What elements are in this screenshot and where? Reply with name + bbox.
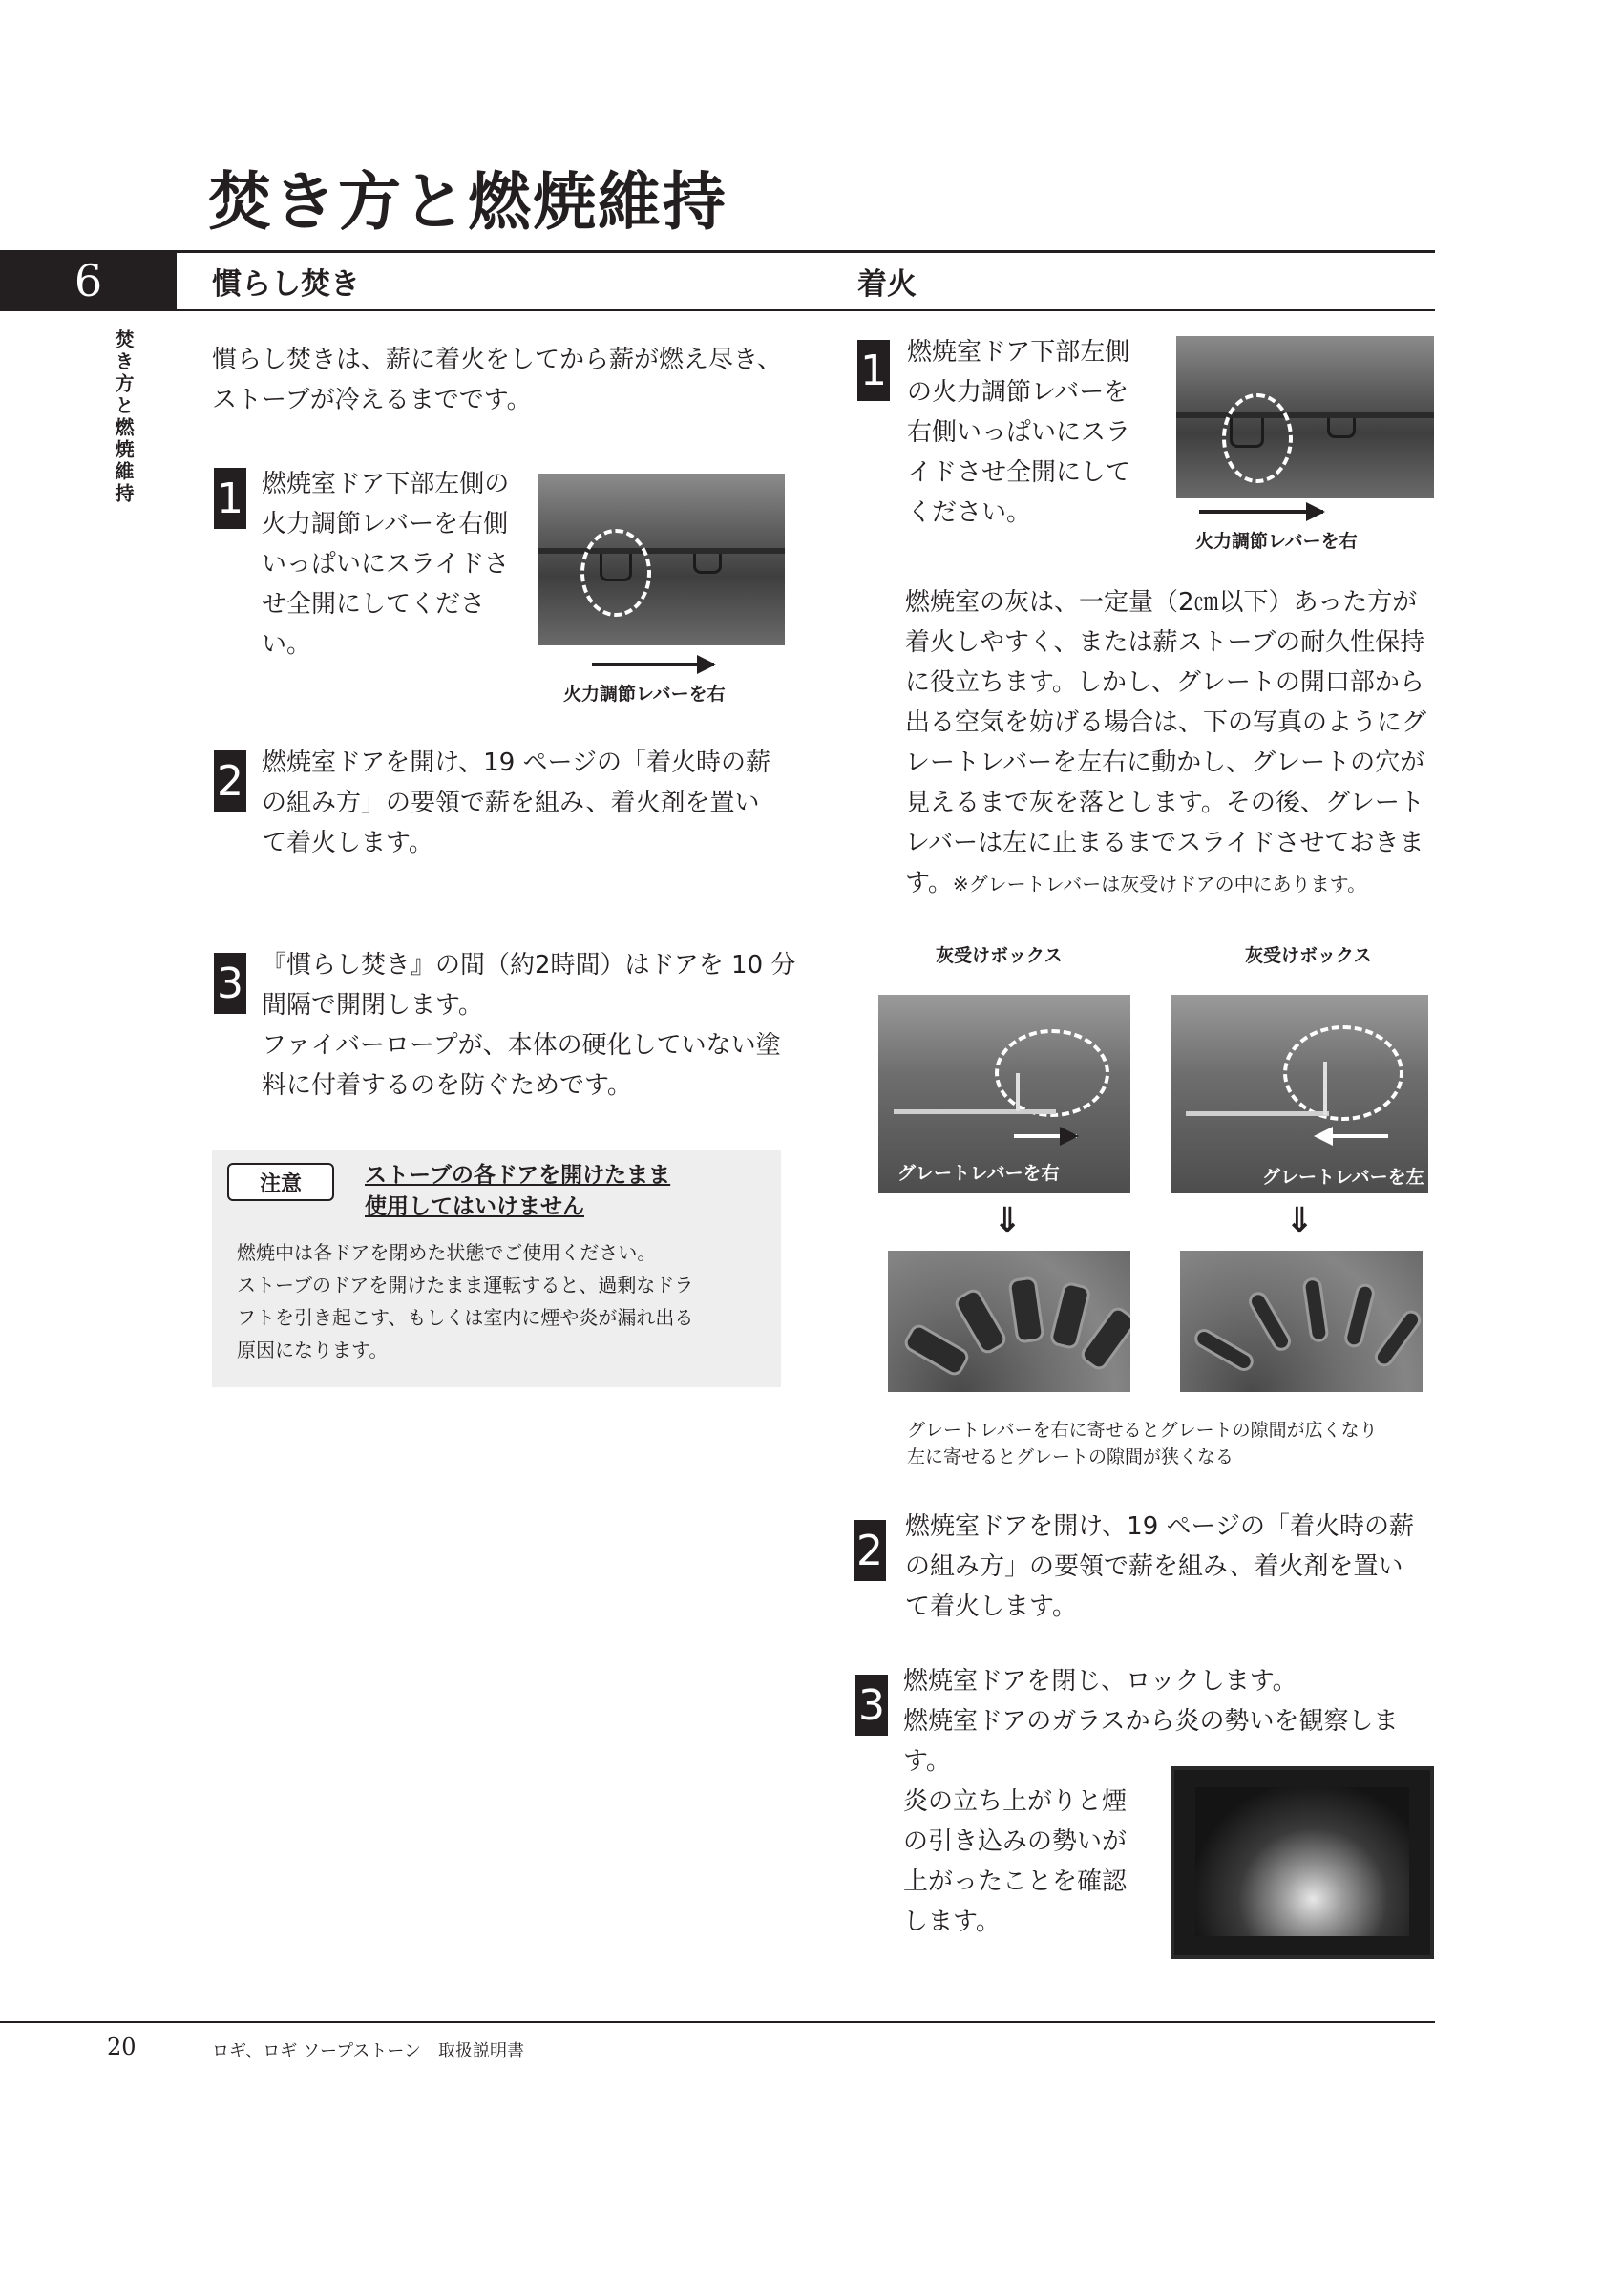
text-line: 燃焼室ドアを開け、19 ページの「着火時の薪 (262, 749, 771, 777)
text-line: て着火します。 (262, 829, 433, 857)
header-rule (0, 250, 1435, 253)
right-step2-text (905, 1507, 1440, 1627)
left-step1-text (262, 464, 529, 664)
text-line: 燃焼室ドアを閉じ、ロックします。 (903, 1667, 1297, 1696)
intro-line: 慣らし焚きは、薪に着火をしてから薪が燃え尽き、 (212, 346, 782, 374)
text-line: 燃焼室ドアのガラスから炎の勢いを観察します。 (903, 1707, 1399, 1776)
lever-shape (693, 554, 722, 574)
text-line: 右側いっぱいにスラ (907, 418, 1131, 447)
down-arrow-icon: ⇓ (1285, 1201, 1315, 1240)
text-line: 見えるまで灰を落とします。その後、グレート (905, 789, 1424, 817)
lever-photo (1176, 336, 1434, 498)
ash-paragraph (905, 582, 1440, 904)
caution-heading-line: 使用してはいけません (365, 1194, 584, 1219)
text-line: 火力調節レバーを右側 (262, 510, 509, 538)
step-number: 3 (214, 953, 246, 1014)
highlight-circle (1283, 1025, 1403, 1121)
text-line: レートレバーを左右に動かし、グレートの穴が (905, 749, 1425, 777)
lever-photo (538, 474, 785, 645)
page-title: 焚き方と燃焼維持 (208, 164, 728, 239)
photo-caption: 火力調節レバーを右 (563, 684, 726, 705)
caption-line: グレートレバーを右に寄せるとグレートの隙間が広くなり (907, 1420, 1378, 1441)
ash-box-photo-right (878, 995, 1130, 1193)
grate-photo-wide (888, 1251, 1130, 1392)
lever-label: グレートレバーを左 (1262, 1167, 1424, 1188)
text-line: の組み方」の要領で薪を組み、着火剤を置い (262, 789, 760, 817)
caution-heading (365, 1160, 670, 1223)
right-arrow-icon (1199, 510, 1323, 514)
caption-line: 左に寄せるとグレートの隙間が狭くなる (907, 1446, 1234, 1467)
highlight-circle (1222, 393, 1293, 483)
left-step2-text (262, 743, 796, 863)
text-line: せ全開にしてください。 (262, 590, 486, 659)
lever-rod (1186, 1111, 1329, 1116)
chapter-number: 6 (0, 250, 177, 311)
right-arrow-icon (1014, 1134, 1077, 1138)
text-line: ファイバーロープが、本体の硬化していない塗 (262, 1031, 781, 1060)
ash-box-photo-left (1171, 995, 1428, 1193)
right-step1-text (907, 332, 1155, 533)
caution-line: ストーブのドアを開けたまま運転すると、過剰なドラ (237, 1274, 694, 1297)
caution-body (237, 1236, 771, 1366)
text-line: 燃焼室ドアを開け、19 ページの「着火時の薪 (905, 1512, 1415, 1541)
step-number: 1 (857, 340, 890, 401)
section-rule (177, 309, 1435, 311)
text-line: に役立ちます。しかし、グレートの開口部から (905, 668, 1424, 697)
text-line: いっぱいにスライドさ (262, 550, 510, 579)
page-number: 20 (107, 2034, 137, 2060)
right-arrow-icon (592, 663, 714, 666)
text-line (905, 863, 1440, 904)
text-line: 出る空気を妨げる場合は、下の写真のようにグ (905, 708, 1427, 737)
text-line: 炎の立ち上がりと煙 (903, 1787, 1128, 1816)
left-step3-text (262, 945, 796, 1106)
left-arrow-icon (1331, 1134, 1388, 1138)
ash-box-label: 灰受けボックス (936, 945, 1063, 966)
side-tab: 焚き方と燃焼維持 (112, 329, 135, 505)
text-line: イドさせ全開にして (907, 458, 1131, 487)
right-section-heading: 着火 (857, 267, 917, 302)
photo-caption: 火力調節レバーを右 (1195, 531, 1358, 552)
lever-rod (1323, 1062, 1327, 1115)
text-line: ください。 (907, 498, 1032, 527)
highlight-circle (580, 529, 651, 617)
ash-box-label: 灰受けボックス (1245, 945, 1372, 966)
text-line-end: す。 (905, 869, 953, 897)
fire-photo (1171, 1766, 1434, 1959)
grate-photo-narrow (1180, 1251, 1423, 1392)
down-arrow-icon: ⇓ (993, 1201, 1023, 1240)
text-line: します。 (903, 1908, 1001, 1936)
intro-line: ストーブが冷えるまでです。 (212, 386, 532, 414)
grate-lever-note: ※グレートレバーは灰受けドアの中にあります。 (952, 873, 1367, 896)
caution-badge: 注意 (227, 1163, 334, 1201)
grate-caption (907, 1417, 1378, 1470)
text-line: て着火します。 (905, 1592, 1077, 1621)
lever-label: グレートレバーを右 (897, 1163, 1060, 1184)
lever-shape (1327, 418, 1356, 438)
lever-rod (894, 1109, 1056, 1114)
caution-line: 原因になります。 (237, 1339, 389, 1361)
text-line: 料に付着するのを防ぐためです。 (262, 1071, 632, 1100)
text-line: の組み方」の要領で薪を組み、着火剤を置い (905, 1552, 1403, 1581)
text-line: レバーは左に止まるまでスライドさせておきま (905, 829, 1424, 857)
text-line: 燃焼室の灰は、一定量（2㎝以下）あった方が (905, 588, 1418, 617)
step-number: 2 (214, 750, 246, 812)
text-line: 上がったことを確認 (903, 1867, 1128, 1896)
text-line: 燃焼室ドア下部左側 (907, 338, 1130, 367)
text-line: 『慣らし焚き』の間（約2時間）はドアを 10 分 (262, 951, 796, 980)
text-line: の引き込みの勢いが (903, 1827, 1128, 1856)
footer-rule (0, 2021, 1435, 2023)
footer-text: ロギ、ロギ ソープストーン 取扱説明書 (212, 2041, 525, 2061)
text-line: の火力調節レバーを (907, 378, 1129, 407)
text-line: 間隔で開閉します。 (262, 991, 483, 1020)
caution-line: フトを引き起こす、もしくは室内に煙や炎が漏れ出る (237, 1306, 694, 1329)
left-arrow-head (1314, 1127, 1333, 1146)
highlight-circle (995, 1029, 1109, 1117)
text-line: 着火しやすく、または薪ストーブの耐久性保持 (905, 628, 1425, 657)
step-number: 2 (854, 1520, 886, 1581)
lever-rod (1016, 1073, 1020, 1111)
left-section-heading: 慣らし焚き (212, 267, 360, 302)
step-number: 1 (214, 468, 246, 529)
caution-line: 燃焼中は各ドアを閉めた状態でご使用ください。 (237, 1241, 657, 1264)
left-intro (212, 340, 785, 420)
text-line: 燃焼室ドア下部左側の (262, 470, 510, 498)
fire-glass (1195, 1787, 1409, 1936)
step-number: 3 (855, 1675, 888, 1736)
caution-heading-line: ストーブの各ドアを開けたまま (365, 1163, 671, 1188)
